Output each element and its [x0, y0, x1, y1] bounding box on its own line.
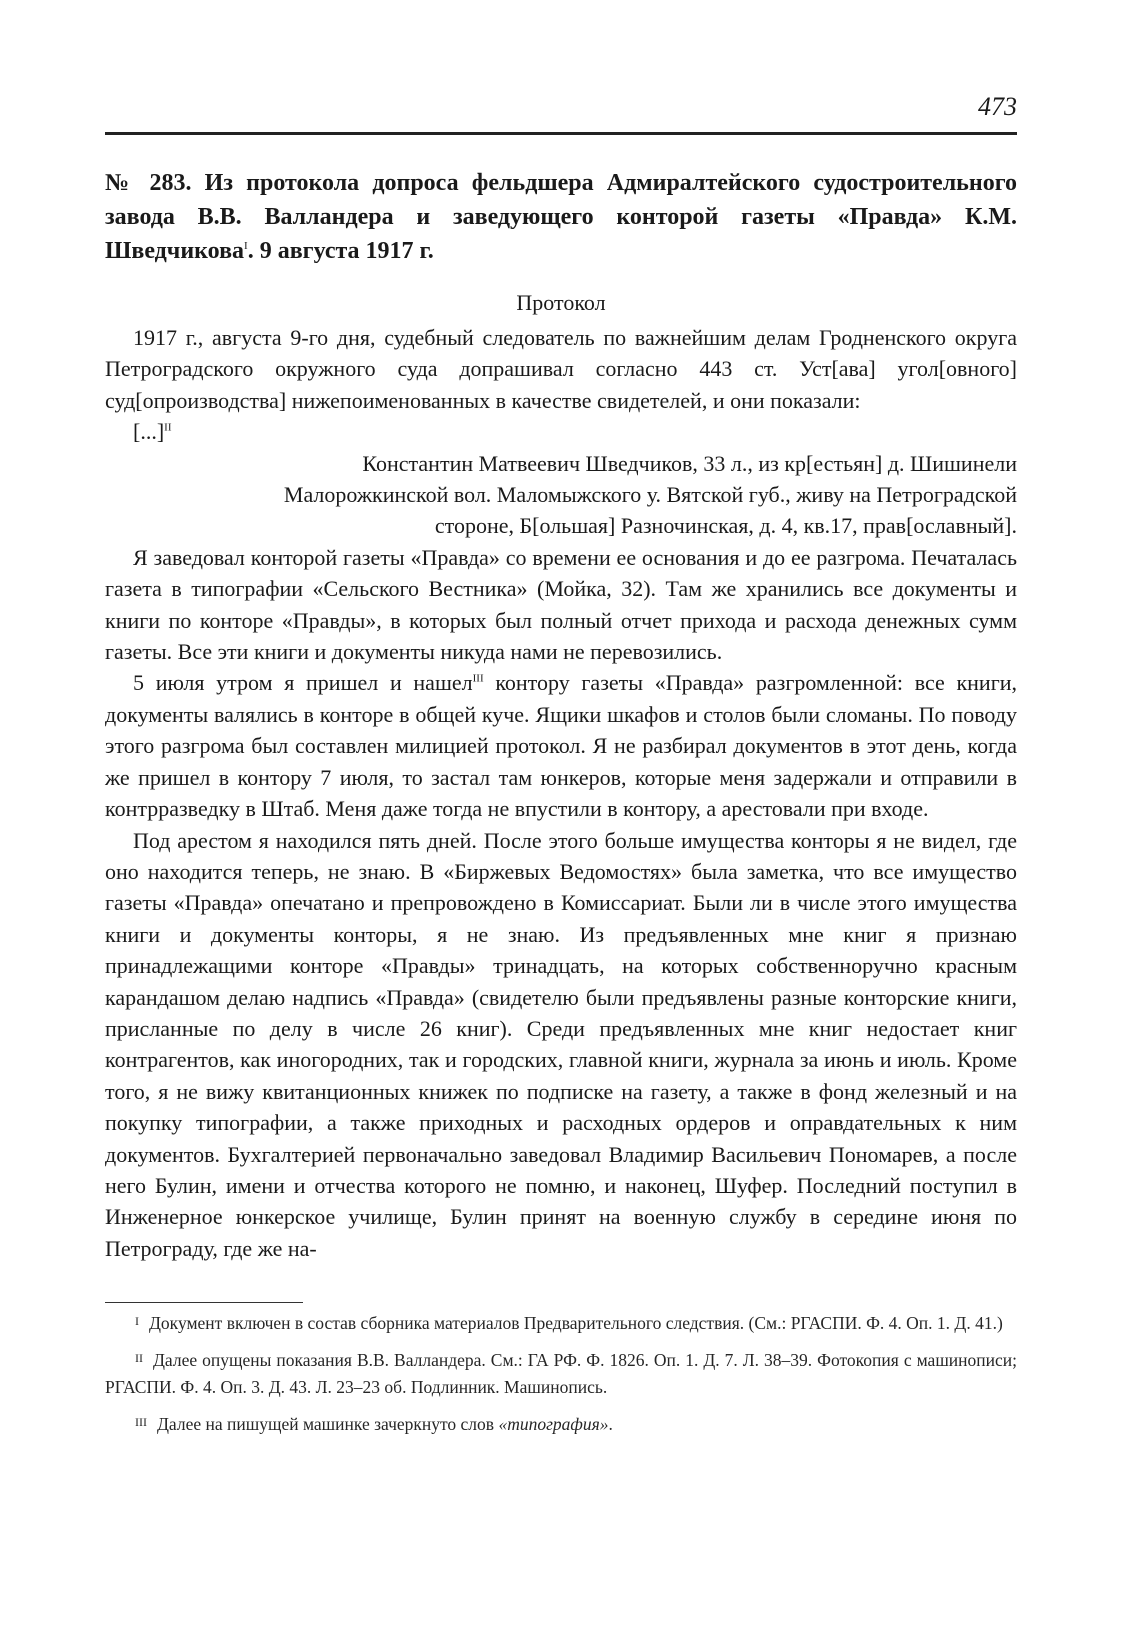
footnote-3-mark: III [135, 1415, 147, 1429]
protocol-heading: Протокол [516, 290, 606, 315]
document-date: . 9 августа 1917 г. [247, 238, 434, 264]
testimony-paragraph-2 [105, 667, 1017, 824]
witness-line-2: Малорожкинской вол. Маломыжского у. Вятской губ., живу на Петроградской [283, 482, 1017, 508]
elision-paragraph [105, 416, 1017, 447]
footnote-2 [105, 1345, 1017, 1401]
footnotes [105, 1308, 1017, 1446]
footnote-1-text: Документ включен в состав сборника материалов Предварительного следствия. (См.: РГАСПИ. Ф. 4. Оп. 1. Д. 41.) [149, 1313, 1003, 1333]
witness-line-1: Константин Матвеевич Шведчиков, 33 л., из кр[естьян] д. Шишинели [362, 450, 1017, 476]
title-footnote-mark: I [244, 240, 248, 252]
footnote-3 [105, 1409, 1017, 1438]
header-rule [105, 132, 1017, 135]
footnote-3-end: . [608, 1414, 613, 1434]
witness-info [105, 448, 1017, 542]
footnote-3-italic: «типография» [498, 1414, 609, 1434]
document-title-text: № 283. Из протокола допроса фельдшера Адмиралтейского судостроительного завода В.В. Валландера и заведующего конторой газеты «Правда» К.М. Шведчикова [105, 170, 1017, 264]
document-title [105, 166, 1017, 268]
page-number: 473 [978, 92, 1017, 121]
footnote-3-text: Далее на пишущей машинке зачеркнуто слов [157, 1414, 499, 1434]
footnote-rule [105, 1302, 303, 1303]
elision-footnote-mark: II [164, 421, 172, 434]
footnote-1-mark: I [135, 1314, 139, 1328]
document-body [105, 322, 1017, 1264]
p2-footnote-mark: III [472, 673, 484, 686]
document-page [105, 0, 1017, 1631]
p2-text-before: 5 июля утром я пришел и нашел [133, 670, 473, 696]
footnote-2-text: Далее опущены показания В.В. Валландера. См.: ГА РФ. Ф. 1826. Оп. 1. Д. 7. Л. 38–39. Фотокопия с машинописи; РГАСПИ. Ф. 4. Оп. 3. Д. 43. Л. 23–23 об. Подлинник. Машинопись. [105, 1350, 1017, 1397]
footnote-2-mark: II [135, 1351, 143, 1365]
p2-text-after: контору газеты «Правда» разгромленной: все книги, документы валялись в конторе в общей куче. Ящики шкафов и столов были сломаны. По поводу этого разгрома был составлен милицией протокол. Я не разбирал документов в этот день, когда же пришел в контору 7 июля, то застал там юнкеров, которые меня задержали и отправили в контрразведку в Штаб. Меня даже тогда не впустили в контору, а арестовали при входе. [105, 670, 1017, 822]
elision-text: [...] [133, 419, 165, 445]
footnote-1 [105, 1308, 1017, 1337]
testimony-paragraph-1: Я заведовал конторой газеты «Правда» со времени ее основания и до ее разгрома. Печаталась газета в типографии «Сельского Вестника» (Мойка, 32). Там же хранились все документы и книги по конторе «Правды», в которых был полный отчет прихода и расхода денежных сумм газеты. Все эти книги и документы никуда нами не перевозились. [105, 544, 1017, 665]
intro-paragraph: 1917 г., августа 9-го дня, судебный следователь по важнейшим делам Гродненского округа Петроградского окружного суда допрашивал согласно 443 ст. Уст[ава] угол[овного] суд[опроизводства] нижепоименованных в качестве свидетелей, и они показали: [105, 325, 1017, 413]
testimony-paragraph-3: Под арестом я находился пять дней. После этого больше имущества конторы я не видел, где оно находится теперь, не знаю. В «Биржевых Ведомостях» была заметка, что все имущество газеты «Правда» опечатано и препровождено в Комиссариат. Были ли в числе этого имущества книги и документы конторы, я не знаю. Из предъявленных мне книг я признаю принадлежащими конторе «Правды» тринадцать, на которых собственноручно красным карандашом делаю надпись «Правда» (свидетелю были предъявлены разные конторские книги, присланные по делу в числе 26 книг). Среди предъявленных мне книг недостает книг контрагентов, как иногородних, так и городских, главной книги, журнала за июнь и июль. Кроме того, я не вижу квитанционных книжек по подписке на газету, а также в фонд железный и на покупку типографии, а также приходных и расходных ордеров и оправдательных к ним документов. Бухгалтерией первоначально заведовал Владимир Васильевич Пономарев, а после него Булин, имени и отчества которого не помню, и наконец, Шуфер. Последний поступил в Инженерное юнкерское училище, Булин принят на военную службу в середине июня по Петрограду, где же на- [105, 827, 1017, 1261]
witness-line-3: стороне, Б[ольшая] Разночинская, д. 4, кв.17, прав[ославный]. [434, 513, 1017, 539]
